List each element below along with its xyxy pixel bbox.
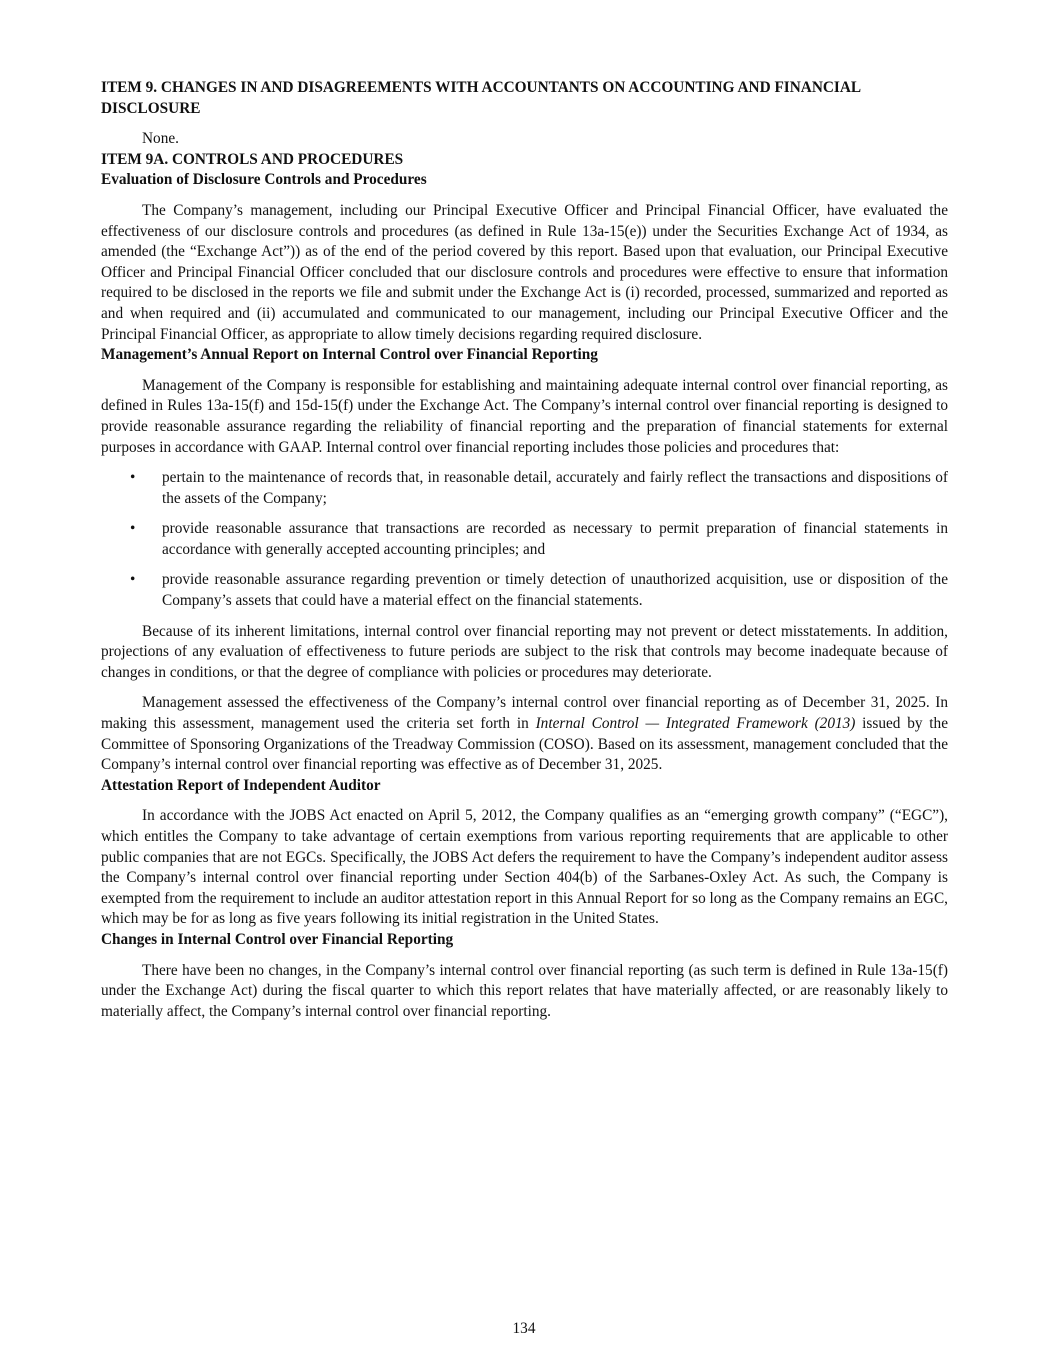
- evaluation-paragraph: The Company’s management, including our Principal Executive Officer and Principal Financial Officer, have evaluated the effectiveness of our disclosure controls and procedures (as defined in Rule 13a-15(e)) under the Securities Exchange Act of 1934, as amended (the “Exchange Act”)) as of the end of the period covered by this report. Based upon that evaluation, our Principal Executive Officer and Principal Financial Officer concluded that our disclosure controls and procedures were effective to ensure that information required to be disclosed in the reports we file and submit under the Exchange Act is (i) recorded, processed, summarized and reported as and when required and (ii) accumulated and communicated to our management, including our Principal Executive Officer and the Principal Financial Officer, as appropriate to allow timely decisions regarding required disclosure.: [101, 201, 948, 343]
- page-number: 134: [512, 1320, 536, 1337]
- list-item: [101, 570, 948, 611]
- assessment-paragraph: [101, 693, 948, 775]
- changes-section: [101, 930, 948, 1022]
- management-report-heading: Management’s Annual Report on Internal Control over Financial Reporting: [101, 346, 598, 364]
- evaluation-section: [101, 170, 948, 345]
- changes-paragraph: There have been no changes, in the Company’s internal control over financial reporting (as such term is defined in Rule 13a-15(f) under the Exchange Act) during the fiscal quarter to which this report relates that have materially affected, or are reasonably likely to materially affect, the Company’s internal control over financial reporting.: [101, 961, 948, 1020]
- item-9-heading: ITEM 9. CHANGES IN AND DISAGREEMENTS WITH ACCOUNTANTS ON ACCOUNTING AND FINANCIAL DISCLOSURE: [101, 79, 861, 117]
- bullet-icon: •: [130, 571, 136, 589]
- list-item-text: pertain to the maintenance of records that, in reasonable detail, accurately and fairly reflect the transactions and dispositions of the assets of the Company;: [162, 469, 948, 507]
- attestation-section: [101, 776, 948, 930]
- management-report-intro: Management of the Company is responsible for establishing and maintaining adequate internal control over financial reporting, as defined in Rules 13a-15(f) and 15d-15(f) under the Exchange Act. The Company’s internal control over financial reporting is designed to provide reasonable assurance regarding the reliability of financial reporting and the preparation of financial statements for external purposes in accordance with GAAP. Internal control over financial reporting includes those policies and procedures that:: [101, 376, 948, 456]
- attestation-paragraph: In accordance with the JOBS Act enacted on April 5, 2012, the Company qualifies as an “emerging growth company” (“EGC”), which entitles the Company to take advantage of certain exemptions from various reporting requirements that are applicable to other public companies that are not EGCs. Specifically, the JOBS Act defers the requirement to have the Company’s independent auditor assess the Company’s internal control over financial reporting under Section 404(b) of the Sarbanes-Oxley Act. As such, the Company is exempted from the requirement to include an auditor attestation report in this Annual Report for so long as the Company remains an EGC, which may be for as long as five years following its initial registration in the United States.: [101, 807, 948, 928]
- evaluation-heading: Evaluation of Disclosure Controls and Procedures: [101, 171, 427, 189]
- assessment-text-part1: Management assessed the effectiveness of the Company’s internal control over financial reporting as of December 31, 2025. In making this assessment, management used the criteria set forth in: [101, 694, 948, 733]
- bullet-icon: •: [130, 469, 136, 487]
- policies-list: [101, 468, 948, 612]
- item-9-body: None.: [142, 130, 179, 148]
- management-report-section: [101, 345, 948, 776]
- list-item: [101, 519, 948, 560]
- bullet-icon: •: [130, 520, 136, 538]
- framework-title: Internal Control — Integrated Framework (2013): [535, 715, 856, 733]
- list-item: [101, 468, 948, 509]
- item-9a-heading: ITEM 9A. CONTROLS AND PROCEDURES: [101, 150, 404, 168]
- changes-heading: Changes in Internal Control over Financial Reporting: [101, 930, 454, 948]
- attestation-heading: Attestation Report of Independent Auditor: [101, 776, 381, 794]
- limitations-paragraph: Because of its inherent limitations, internal control over financial reporting may not prevent or detect misstatements. In addition, projections of any evaluation of effectiveness to future periods are subject to the risk that controls may become inadequate because of changes in conditions, or that the degree of compliance with policies or procedures may deteriorate.: [101, 622, 948, 681]
- list-item-text: provide reasonable assurance regarding prevention or timely detection of unauthorized acquisition, use or disposition of the Company’s assets that could have a material effect on the financial statements.: [162, 571, 948, 610]
- assessment-text-part2: issued by the Committee of Sponsoring Organizations of the Treadway Commission (COSO). Based on its assessment, management concluded that the Company’s internal control over financial reporting was effective as of December 31, 2025.: [101, 715, 948, 774]
- list-item-text: provide reasonable assurance that transactions are recorded as necessary to permit preparation of financial statements in accordance with generally accepted accounting principles; and: [162, 520, 948, 558]
- document-page: [101, 78, 948, 1022]
